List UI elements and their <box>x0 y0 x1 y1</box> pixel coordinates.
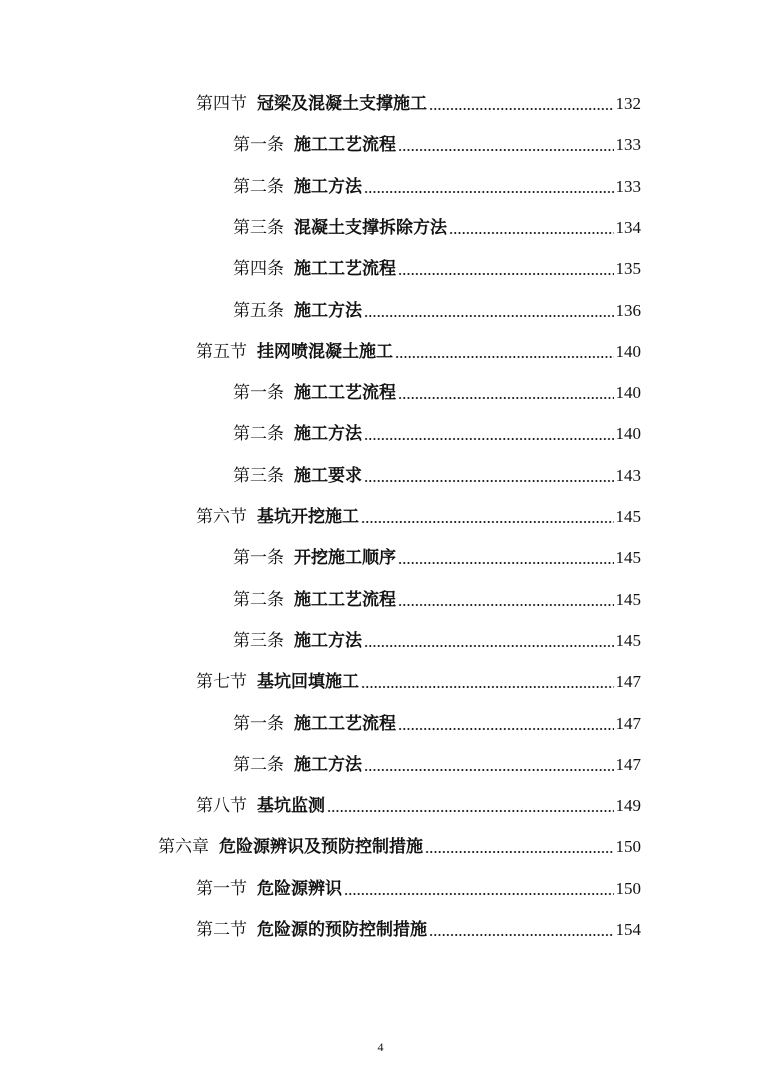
toc-entry[interactable] <box>196 872 641 900</box>
toc-entry-number: 第六章 <box>158 837 209 857</box>
toc-entry-number: 第四节 <box>196 94 247 114</box>
toc-dot-leader <box>398 604 614 606</box>
toc-dot-leader <box>398 149 614 151</box>
toc-entry-page: 140 <box>615 383 641 402</box>
toc-dot-leader <box>364 315 614 317</box>
toc-dot-leader <box>449 232 614 234</box>
toc-entry-number: 第六节 <box>196 507 247 527</box>
toc-entry-title: 基坑开挖施工 <box>257 507 359 527</box>
toc-entry[interactable] <box>196 87 641 115</box>
toc-entry[interactable] <box>233 128 641 156</box>
toc-entry-title: 施工工艺流程 <box>294 714 396 734</box>
toc-entry-number: 第八节 <box>196 796 247 816</box>
toc-dot-leader <box>364 438 614 440</box>
toc-entry-page: 149 <box>615 796 641 815</box>
toc-entry[interactable] <box>196 500 641 528</box>
toc-entry-number: 第七节 <box>196 672 247 692</box>
toc-dot-leader <box>361 686 614 688</box>
toc-entry-title: 施工方法 <box>294 631 362 651</box>
toc-entry[interactable] <box>233 748 641 776</box>
toc-entry-title: 施工工艺流程 <box>294 259 396 279</box>
toc-entry-title: 冠梁及混凝土支撑施工 <box>257 94 427 114</box>
toc-entry[interactable] <box>233 417 641 445</box>
toc-entry-number: 第二节 <box>196 920 247 940</box>
toc-entry-title: 危险源辨识 <box>257 879 342 899</box>
toc-entry[interactable] <box>158 830 641 858</box>
toc-entry[interactable] <box>196 335 641 363</box>
toc-entry-page: 150 <box>615 879 641 898</box>
toc-entry-number: 第一条 <box>233 383 284 403</box>
toc-entry-number: 第三条 <box>233 631 284 651</box>
toc-entry-title: 施工工艺流程 <box>294 135 396 155</box>
toc-entry-number: 第三条 <box>233 466 284 486</box>
toc-entry-page: 145 <box>615 590 641 609</box>
toc-entry-page: 145 <box>615 507 641 526</box>
toc-entry-page: 154 <box>615 920 641 939</box>
toc-entry-title: 施工工艺流程 <box>294 590 396 610</box>
toc-entry-title: 基坑监测 <box>257 796 325 816</box>
toc-entry-number: 第五条 <box>233 301 284 321</box>
toc-entry-title: 危险源的预防控制措施 <box>257 920 427 940</box>
toc-entry-number: 第二条 <box>233 590 284 610</box>
toc-entry[interactable] <box>233 294 641 322</box>
toc-entry-number: 第五节 <box>196 342 247 362</box>
toc-entry[interactable] <box>196 913 641 941</box>
toc-dot-leader <box>398 562 614 564</box>
toc-dot-leader <box>425 851 614 853</box>
toc-entry-page: 134 <box>615 218 641 237</box>
toc-entry-page: 140 <box>615 424 641 443</box>
toc-entry-page: 136 <box>615 301 641 320</box>
toc-entry-page: 147 <box>615 755 641 774</box>
toc-dot-leader <box>429 934 614 936</box>
toc-entry[interactable] <box>233 707 641 735</box>
toc-entry-page: 145 <box>615 548 641 567</box>
toc-entry-title: 施工工艺流程 <box>294 383 396 403</box>
toc-entry-page: 150 <box>615 837 641 856</box>
toc-entry[interactable] <box>233 541 641 569</box>
toc-dot-leader <box>327 810 614 812</box>
toc-entry-number: 第二条 <box>233 424 284 444</box>
toc-entry-page: 133 <box>615 177 641 196</box>
toc-entry-title: 施工方法 <box>294 424 362 444</box>
toc-entry-page: 133 <box>615 135 641 154</box>
toc-entry[interactable] <box>233 459 641 487</box>
toc-dot-leader <box>395 356 614 358</box>
toc-entry-title: 开挖施工顺序 <box>294 548 396 568</box>
toc-entry-page: 147 <box>615 672 641 691</box>
toc-entry-title: 危险源辨识及预防控制措施 <box>219 837 423 857</box>
toc-dot-leader <box>398 397 614 399</box>
toc-entry-page: 147 <box>615 714 641 733</box>
toc-dot-leader <box>398 728 614 730</box>
page-number: 4 <box>377 1040 384 1054</box>
toc-entry-page: 140 <box>615 342 641 361</box>
toc-entry-page: 145 <box>615 631 641 650</box>
toc-entry[interactable] <box>196 665 641 693</box>
toc-entry-title: 基坑回填施工 <box>257 672 359 692</box>
toc-entry-title: 混凝土支撑拆除方法 <box>294 218 447 238</box>
toc-entry-page: 143 <box>615 466 641 485</box>
toc-entry-page: 135 <box>615 259 641 278</box>
toc-entry-number: 第二条 <box>233 755 284 775</box>
toc-entry[interactable] <box>233 252 641 280</box>
toc-entry-title: 施工方法 <box>294 177 362 197</box>
toc-dot-leader <box>398 273 614 275</box>
toc-dot-leader <box>364 645 614 647</box>
toc-entry-title: 施工要求 <box>294 466 362 486</box>
toc-entry[interactable] <box>233 376 641 404</box>
toc-entry[interactable] <box>233 170 641 198</box>
toc-dot-leader <box>429 108 614 110</box>
toc-entry[interactable] <box>233 624 641 652</box>
toc-entry-number: 第二条 <box>233 177 284 197</box>
toc-dot-leader <box>361 521 614 523</box>
toc-entry-number: 第四条 <box>233 259 284 279</box>
toc-entry[interactable] <box>233 211 641 239</box>
toc-entry-number: 第一条 <box>233 548 284 568</box>
toc-entry-number: 第一条 <box>233 135 284 155</box>
toc-entry-title: 施工方法 <box>294 301 362 321</box>
toc-dot-leader <box>364 191 614 193</box>
toc-entry-number: 第三条 <box>233 218 284 238</box>
toc-entry-number: 第一条 <box>233 714 284 734</box>
toc-entry-title: 施工方法 <box>294 755 362 775</box>
toc-entry-number: 第一节 <box>196 879 247 899</box>
toc-entry-page: 132 <box>615 94 641 113</box>
toc-dot-leader <box>364 480 614 482</box>
toc-entry-title: 挂网喷混凝土施工 <box>257 342 393 362</box>
toc-dot-leader <box>344 893 614 895</box>
toc-dot-leader <box>364 769 614 771</box>
toc-entry[interactable] <box>196 789 641 817</box>
toc-entry[interactable] <box>233 583 641 611</box>
